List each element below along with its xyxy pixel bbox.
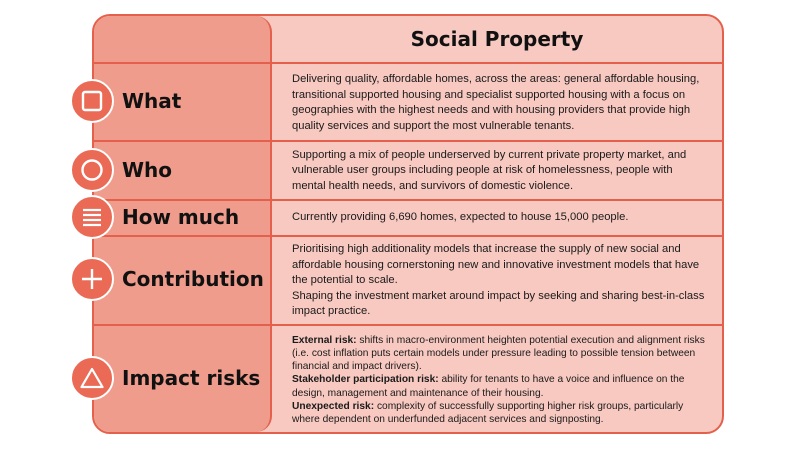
contribution-paragraph-2: Shaping the investment market around impact by seeking and sharing best-in-class impact practice. bbox=[292, 289, 705, 318]
risk-item-stakeholder: Stakeholder participation risk: ability for tenants to have a voice and influence on the design, management and maintenance of their housing. bbox=[292, 374, 685, 399]
circle-icon bbox=[70, 148, 114, 192]
triangle-icon bbox=[70, 356, 114, 400]
row-divider bbox=[94, 140, 722, 142]
how-much-description: Currently providing 6,690 homes, expected to house 15,000 people. bbox=[292, 211, 629, 224]
row-label-how-much: How much bbox=[122, 205, 240, 229]
row-divider bbox=[94, 324, 722, 326]
impact-risks-description bbox=[292, 328, 708, 432]
what-description: Delivering quality, affordable homes, across the areas: general affordable housing, transitional supported housing and specialist supported housing with a focus on geographies with the highest needs and with housing providers that provide high quality services and support the most vulnerable tenants. bbox=[292, 73, 700, 132]
row-label-what: What bbox=[122, 89, 182, 113]
row-divider bbox=[94, 235, 722, 237]
row-divider bbox=[94, 199, 722, 201]
contribution-description bbox=[292, 240, 708, 322]
row-divider bbox=[94, 62, 722, 64]
who-description: Supporting a mix of people underserved by current private property market, and vulnerable user groups including people at risk of homelessness, people with mental health needs, and survivors of domestic violence. bbox=[292, 148, 687, 192]
square-icon bbox=[70, 79, 114, 123]
row-label-impact-risks: Impact risks bbox=[122, 366, 261, 390]
contribution-paragraph-1: Prioritising high additionality models that increase the supply of new social and affordable housing cornerstoning new and innovative investment models that have the potential to scale. bbox=[292, 243, 700, 287]
row-label-who: Who bbox=[122, 158, 173, 182]
lines-icon bbox=[70, 195, 114, 239]
plus-icon bbox=[70, 257, 114, 301]
risk-item-unexpected: Unexpected risk: complexity of successfully supporting higher risk groups, particularly where dependent on underfunded adjacent services and signposting. bbox=[292, 400, 684, 425]
row-label-contribution: Contribution bbox=[122, 267, 264, 291]
risk-item-external: External risk: shifts in macro-environment heighten potential execution and alignment risks (i.e. cost inflation puts certain models under pressure leading to possible tension between financial and impact drivers). bbox=[292, 334, 705, 373]
page-title: Social Property bbox=[410, 27, 584, 51]
